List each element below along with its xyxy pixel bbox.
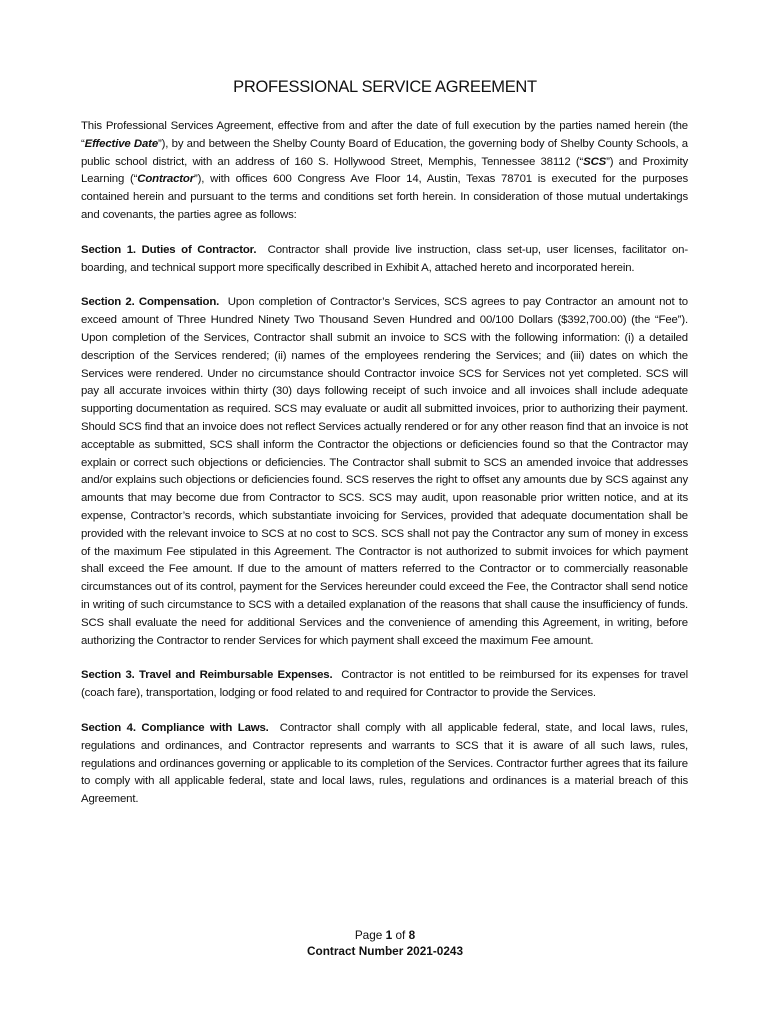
page-total: 8 [408, 928, 416, 942]
section-3-heading: Section 3. Travel and Reimbursable Expenses. [81, 669, 333, 682]
defined-term-scs: SCS [583, 155, 607, 168]
section-4-paragraph [81, 720, 688, 809]
section-1-paragraph [81, 242, 688, 278]
section-3-text: Contractor is not entitled to be reimbursed for its expenses for travel (coach fare), transportation, lodging or food related to and required for Contractor to provide the Services. [81, 669, 689, 700]
page-footer [0, 927, 770, 959]
document-title: PROFESSIONAL SERVICE AGREEMENT [233, 78, 537, 96]
page-current: 1 [385, 928, 393, 942]
intro-paragraph [81, 118, 688, 225]
intro-text-3: ”) and Proximity Learning (“ [81, 155, 689, 186]
section-2-heading: Section 2. Compensation. [81, 296, 220, 309]
section-4-heading: Section 4. Compliance with Laws. [81, 721, 269, 734]
section-1-text: Contractor shall provide live instruction, class set-up, user licenses, facilitator on-boarding, and technical support more specifically described in Exhibit A, attached hereto and incorporated herein. [81, 243, 688, 274]
defined-term-contractor: Contractor [137, 173, 194, 186]
section-2-text: Upon completion of Contractor’s Services, SCS agrees to pay Contractor an amount not to exceed amount of Three Hundred Ninety Two Thousand Seven Hundred and 00/100 Dollars ($392,700.00) (the “Fee”). Upon completion of the Services, Contractor shall submit an invoice to SCS with the following information: (i) a detailed description of the Services rendered; (ii) names of the employees rendering the Services; and (iii) dates on which the Services were rendered. Under no circumstance should Contractor invoice SCS for Services not yet completed. SCS will pay all accurate invoices within thirty (30) days following receipt of such invoice and all invoices shall include adequate supporting documentation as required. SCS may evaluate or audit all submitted invoices, prior to authorizing their payment. Should SCS find that an invoice does not reflect Services actually rendered or for any other reason find that an invoice is not acceptable as submitted, SCS shall inform the Contractor the objections or deficiencies found so that the Contractor may explain or correct such objections or deficiencies. The Contractor shall submit to SCS an amended invoice that addresses and/or explains such objections or deficiencies found. SCS reserves the right to offset any amounts due by SCS against any amounts that may become due from Contractor to SCS. SCS may audit, upon reasonable prior written notice, and at its expense, Contractor’s records, which substantiate invoicing for Services, provided that adequate documentation shall be provided with the relevant invoice to SCS at no cost to SCS. SCS shall not pay the Contractor any sum of money in excess of the maximum Fee stipulated in this Agreement. The Contractor is not authorized to submit invoices for which payment shall exceed the Fee amount. If due to the amount of matters referred to the Contractor or to commercially reasonable circumstances out of its control, payment for the Services hereunder could exceed the Fee, the Contractor shall send notice in writing of such circumstance to SCS with a detailed explanation of the reasons that shall cause the insufficiency of funds. SCS shall evaluate the need for additional Services and the convenience of amending this Agreement, in writing, before authorizing the Contractor to render Services for which payment shall exceed the maximum Fee amount. [81, 296, 688, 647]
page-of: of [395, 928, 406, 942]
intro-text-4: ”), with offices 600 Congress Ave Floor 14, Austin, Texas 78701 is executed for the purposes contained herein and pursuant to the terms and conditions set forth herein. In consideration of those mutual undertakings and covenants, the parties agree as follows: [81, 173, 688, 221]
document-body [81, 118, 688, 826]
contract-number: Contract Number 2021-0243 [306, 944, 464, 958]
section-4-text: Contractor shall comply with all applicable federal, state, and local laws, rules, regulations and ordinances, and Contractor represents and warrants to SCS that it is aware of all such laws, rules, regulations and ordinances governing or applicable to its completion of the Services. Contractor further agrees that its failure to comply with all applicable federal, state and local laws, rules, regulations and ordinances is a material breach of this Agreement. [81, 721, 689, 806]
intro-text-2: ”), by and between the Shelby County Board of Education, the governing body of Shelby County Schools, a public school district, with an address of 160 S. Hollywood Street, Memphis, Tennessee 38112 (“ [81, 137, 688, 168]
section-1-heading: Section 1. Duties of Contractor. [81, 243, 257, 256]
section-2-paragraph [81, 294, 688, 650]
page-number [0, 927, 770, 943]
page-label: Page [354, 928, 383, 942]
section-3-paragraph [81, 667, 688, 703]
intro-text-1: This Professional Services Agreement, effective from and after the date of full execution by the parties named herein (the “ [81, 120, 688, 150]
defined-term-effective-date: Effective Date [84, 137, 158, 150]
